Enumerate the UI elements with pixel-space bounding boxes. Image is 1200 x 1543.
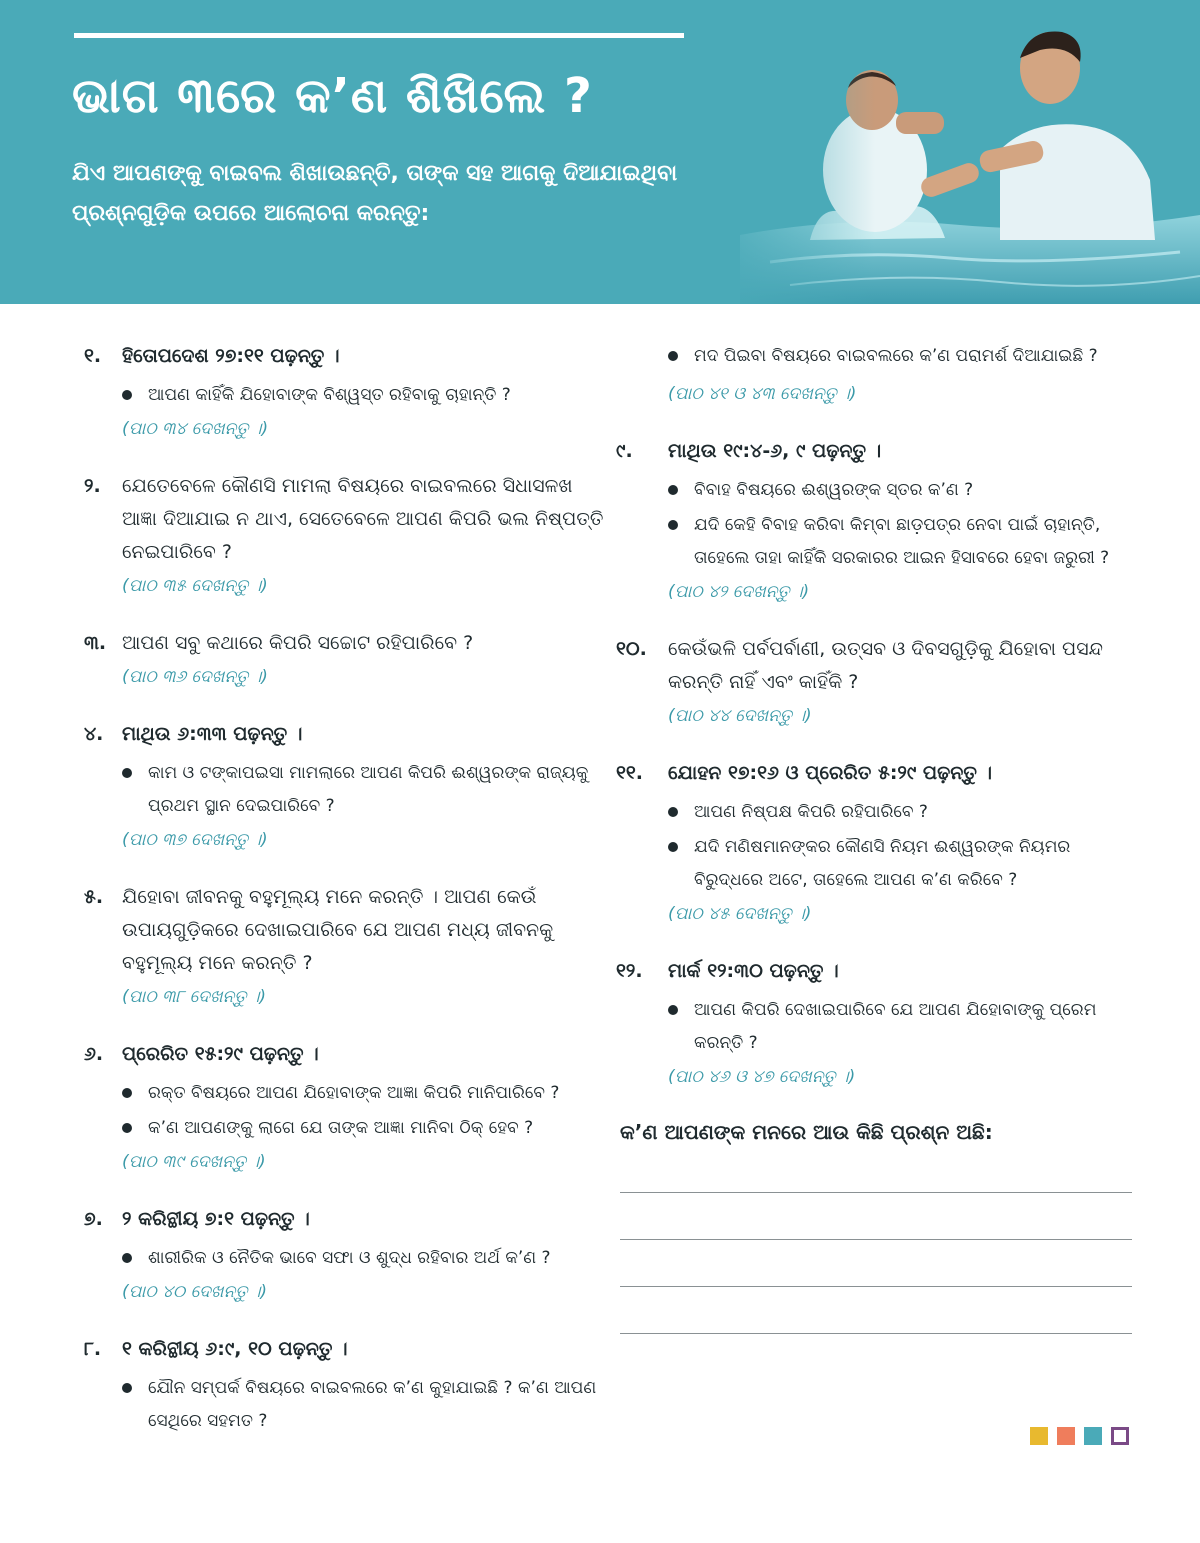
question-number: ୧. xyxy=(84,345,102,367)
square-teal xyxy=(1084,1427,1102,1445)
question-bullets xyxy=(616,474,1136,575)
question-text: ଆପଣ ସବୁ କଥାରେ କିପରି ସଚ୍ଚୋଟ ରହିପାରିବେ ? xyxy=(122,632,474,654)
question-heading xyxy=(84,1333,604,1366)
lesson-reference: (ପାଠ ୩୬ ଦେଖନ୍ତୁ ।) xyxy=(122,667,268,687)
q8-lesson-reference: (ପାଠ ୪୧ ଓ ୪୩ ଦେଖନ୍ତୁ ।) xyxy=(668,384,857,404)
decorative-squares xyxy=(1030,1427,1129,1445)
bullet-text: ଯଦି ମଣିଷମାନଙ୍କର କୌଣସି ନିୟମ ଈଶ୍ୱରଙ୍କ ନିୟମର ବିରୁଦ୍ଧରେ ଅଟେ, ତାହେଲେ ଆପଣ କ’ଣ କରିବେ ? xyxy=(694,837,1071,890)
square-orange xyxy=(1057,1427,1075,1445)
question-text: ଯେତେବେଳେ କୌଣସି ମାମଲା ବିଷୟରେ ବାଇବଲରେ ସିଧାସଳଖ ଆଜ୍ଞା ଦିଆଯାଇ ନ ଥାଏ, ସେତେବେଳେ ଆପଣ କିପରି ଭଲ ନିଷ୍ପତ୍ତି ନେଇପାରିବେ ? xyxy=(122,475,604,563)
bullet-text: ଆପଣ ନିଷ୍ପକ୍ଷ କିପରି ରହିପାରିବେ ? xyxy=(694,802,928,822)
question-item xyxy=(84,470,604,601)
question-text: ମାର୍କ ୧୨:୩୦ ପଢ଼ନ୍ତୁ । xyxy=(668,960,839,982)
lesson-reference: (ପାଠ ୪୬ ଓ ୪୭ ଦେଖନ୍ତୁ ।) xyxy=(668,1067,856,1087)
bullet-text: କାମ ଓ ଟଙ୍କାପଇସା ମାମଲାରେ ଆପଣ କିପରି ଈଶ୍ୱରଙ୍କ ରାଜ୍ୟକୁ ପ୍ରଥମ ସ୍ଥାନ ଦେଇପାରିବେ ? xyxy=(148,763,589,816)
question-text: ମାଥିଉ ୧୯:୪-୬, ୯ ପଢ଼ନ୍ତୁ । xyxy=(668,440,882,462)
question-heading xyxy=(84,1038,604,1071)
question-number: ୬. xyxy=(84,1043,104,1065)
question-heading xyxy=(84,1203,604,1236)
bullet-item xyxy=(122,1242,604,1275)
question-item xyxy=(616,435,1136,607)
page-title: ଭାଗ ୩ରେ କ’ଣ ଶିଖିଲେ ? xyxy=(72,68,593,124)
bullet-text: ଯୌନ ସମ୍ପର୍କ ବିଷୟରେ ବାଇବଲରେ କ’ଣ କୁହାଯାଇଛି ? କ’ଣ ଆପଣ ସେଥିରେ ସହମତ ? xyxy=(148,1378,597,1431)
square-outline xyxy=(1111,1427,1129,1445)
question-number: ୧୧. xyxy=(616,762,644,784)
lesson-reference: (ପାଠ ୩୯ ଦେଖନ୍ତୁ ।) xyxy=(122,1152,266,1172)
bullet-item xyxy=(122,757,604,823)
bullet-dot xyxy=(668,351,678,361)
header-rule xyxy=(74,33,684,38)
lesson-reference: (ପାଠ ୩୮ ଦେଖନ୍ତୁ ।) xyxy=(122,987,267,1007)
bullet-item xyxy=(668,994,1136,1060)
question-number: ୮. xyxy=(84,1338,102,1360)
question-item xyxy=(84,1333,604,1438)
question-heading xyxy=(84,881,604,980)
question-heading xyxy=(616,435,1136,468)
question-text: ହିତୋପଦେଶ ୨୭:୧୧ ପଢ଼ନ୍ତୁ । xyxy=(122,345,340,367)
bullet-text: ଆପଣ କିପରି ଦେଖାଇପାରିବେ ଯେ ଆପଣ ଯିହୋବାଙ୍କୁ ପ୍ରେମ କରନ୍ତି ? xyxy=(694,1000,1097,1053)
bullet-dot xyxy=(122,1383,132,1393)
bullet-dot xyxy=(122,768,132,778)
header-banner xyxy=(0,0,1200,304)
bullet-item xyxy=(668,340,1136,373)
question-number: ୫. xyxy=(84,886,104,908)
question-text: ମାଥିଉ ୬:୩୩ ପଢ଼ନ୍ତୁ । xyxy=(122,723,303,745)
bullet-text: ଯଦି କେହି ବିବାହ କରିବା କିମ୍ବା ଛାଡ଼ପତ୍ର ନେବା ପାଇଁ ଚାହାନ୍ତି, ତାହେଲେ ତାହା କାହିଁକି ସରକାରର ଆଇନ ହିସାବରେ ହେବା ଜରୁରୀ ? xyxy=(694,515,1110,568)
bullet-dot xyxy=(122,390,132,400)
question-number: ୧୦. xyxy=(616,638,647,660)
bullet-item xyxy=(122,1077,604,1110)
question-bullets xyxy=(616,994,1136,1060)
question-text: ୨ କରିନ୍ଥୀୟ ୭:୧ ପଢ଼ନ୍ତୁ । xyxy=(122,1208,310,1230)
bullet-dot xyxy=(668,1005,678,1015)
bullet-item xyxy=(122,1372,604,1438)
question-item xyxy=(616,633,1136,731)
question-heading xyxy=(84,470,604,569)
question-bullets xyxy=(616,796,1136,897)
question-heading xyxy=(616,633,1136,699)
question-bullets xyxy=(84,379,604,412)
lesson-reference: (ପାଠ ୪୫ ଦେଖନ୍ତୁ ।) xyxy=(668,904,812,924)
question-heading xyxy=(616,955,1136,988)
question-heading xyxy=(84,718,604,751)
question-heading xyxy=(616,757,1136,790)
baptism-illustration xyxy=(700,0,1200,304)
question-item xyxy=(84,1203,604,1307)
bullet-text: ରକ୍ତ ବିଷୟରେ ଆପଣ ଯିହୋବାଙ୍କ ଆଜ୍ଞା କିପରି ମାନିପାରିବେ ? xyxy=(148,1083,560,1103)
question-heading xyxy=(84,627,604,660)
note-line[interactable] xyxy=(620,1333,1132,1334)
bullet-item xyxy=(122,379,604,412)
bullet-dot xyxy=(668,807,678,817)
question-number: ୪. xyxy=(84,723,104,745)
question-number: ୯. xyxy=(616,440,633,462)
question-item xyxy=(84,718,604,855)
bullet-item xyxy=(668,474,1136,507)
bullet-item xyxy=(668,509,1136,575)
question-item xyxy=(616,757,1136,929)
lesson-reference: (ପାଠ ୪୪ ଦେଖନ୍ତୁ ।) xyxy=(668,706,812,726)
question-item xyxy=(84,1038,604,1177)
lesson-reference: (ପାଠ ୪୨ ଦେଖନ୍ତୁ ।) xyxy=(668,582,810,602)
right-column xyxy=(616,340,1136,1334)
bullet-item xyxy=(668,831,1136,897)
question-item xyxy=(84,340,604,444)
question-item xyxy=(616,955,1136,1092)
question-text: ଯିହୋବା ଜୀବନକୁ ବହୁମୂଲ୍ୟ ମନେ କରନ୍ତି । ଆପଣ କେଉଁ ଉପାୟଗୁଡ଼ିକରେ ଦେଖାଇପାରିବେ ଯେ ଆପଣ ମଧ୍ୟ ଜୀବନକୁ ବହୁମୂଲ୍ୟ ମନେ କରନ୍ତି ? xyxy=(122,886,554,974)
question-bullets xyxy=(84,1242,604,1275)
question-number: ୨. xyxy=(84,475,101,497)
question-text: ଯୋହନ ୧୭:୧୬ ଓ ପ୍ରେରିତ ୫:୨୯ ପଢ଼ନ୍ତୁ । xyxy=(668,762,993,784)
bullet-dot xyxy=(122,1123,132,1133)
question-text: ୧ କରିନ୍ଥୀୟ ୬:୯, ୧୦ ପଢ଼ନ୍ତୁ । xyxy=(122,1338,348,1360)
left-column xyxy=(84,340,604,1464)
question-heading xyxy=(84,340,604,373)
lesson-reference: (ପାଠ ୪୦ ଦେଖନ୍ତୁ ।) xyxy=(122,1282,268,1302)
question-number: ୩. xyxy=(84,632,107,654)
bullet-item xyxy=(668,796,1136,829)
question-number: ୭. xyxy=(84,1208,103,1230)
question-item xyxy=(84,627,604,692)
bullet-dot xyxy=(122,1253,132,1263)
lesson-reference: (ପାଠ ୩୫ ଦେଖନ୍ତୁ ।) xyxy=(122,576,268,596)
question-bullets xyxy=(84,1372,604,1438)
notes-title: କ’ଣ ଆପଣଙ୍କ ମନରେ ଆଉ କିଛି ପ୍ରଶ୍ନ ଅଛି: xyxy=(620,1120,993,1144)
question-number: ୧୨. xyxy=(616,960,643,982)
bullet-text: ଆପଣ କାହିଁକି ଯିହୋବାଙ୍କ ବିଶ୍ୱସ୍ତ ରହିବାକୁ ଚାହାନ୍ତି ? xyxy=(148,385,511,405)
bullet-dot xyxy=(668,485,678,495)
bullet-text: ବିବାହ ବିଷୟରେ ଈଶ୍ୱରଙ୍କ ସ୍ତର କ’ଣ ? xyxy=(694,480,974,500)
square-yellow xyxy=(1030,1427,1048,1445)
bullet-text: ମଦ ପିଇବା ବିଷୟରେ ବାଇବଲରେ କ’ଣ ପରାମର୍ଶ ଦିଆଯାଇଛି ? xyxy=(694,346,1098,366)
question-bullets xyxy=(84,757,604,823)
bullet-dot xyxy=(668,520,678,530)
bullet-text: ଶାରୀରିକ ଓ ନୈତିକ ଭାବେ ସଫା ଓ ଶୁଦ୍ଧ ରହିବାର ଅର୍ଥ କ’ଣ ? xyxy=(148,1248,551,1268)
lesson-reference: (ପାଠ ୩୭ ଦେଖନ୍ତୁ ।) xyxy=(122,830,268,850)
bullet-dot xyxy=(122,1088,132,1098)
page-subtitle: ଯିଏ ଆପଣଙ୍କୁ ବାଇବଲ ଶିଖାଉଛନ୍ତି, ତାଙ୍କ ସହ ଆଗକୁ ଦିଆଯାଇଥିବା ପ୍ରଶ୍ନଗୁଡ଼ିକ ଉପରେ ଆଲୋଚନା କରନ୍ତୁ: xyxy=(72,161,678,226)
question-text: ପ୍ରେରିତ ୧୫:୨୯ ପଢ଼ନ୍ତୁ । xyxy=(122,1043,319,1065)
lesson-reference: (ପାଠ ୩୪ ଦେଖନ୍ତୁ ।) xyxy=(122,419,269,439)
question-bullets xyxy=(84,1077,604,1145)
bullet-item xyxy=(122,1112,604,1145)
bullet-text: କ’ଣ ଆପଣଙ୍କୁ ଲାଗେ ଯେ ତାଙ୍କ ଆଜ୍ଞା ମାନିବା ଠିକ୍ ହେବ ? xyxy=(148,1118,534,1138)
bullet-dot xyxy=(668,842,678,852)
question-text: କେଉଁଭଳି ପର୍ବପର୍ବାଣୀ, ଉତ୍ସବ ଓ ଦିବସଗୁଡ଼ିକୁ ଯିହୋବା ପସନ୍ଦ କରନ୍ତି ନାହିଁ ଏବଂ କାହିଁକି ? xyxy=(668,638,1103,693)
q8-continued-bullets xyxy=(616,340,1136,373)
question-item xyxy=(84,881,604,1012)
